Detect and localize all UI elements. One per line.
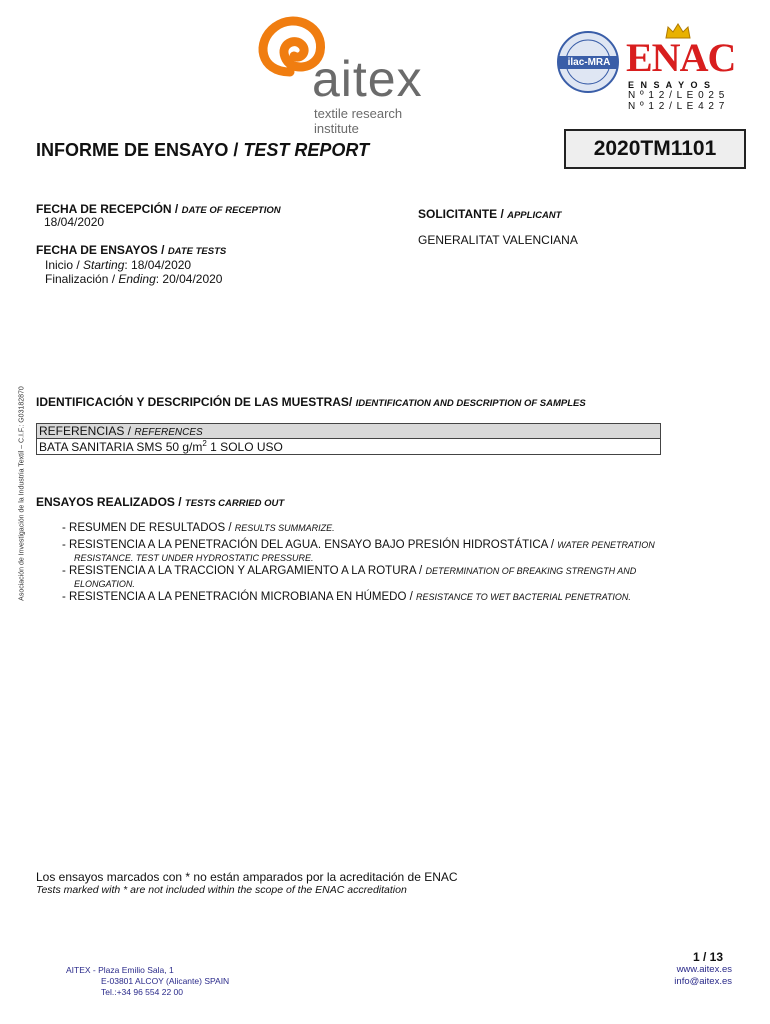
reference-value — [37, 439, 661, 455]
logo-tagline: textile research institute — [314, 106, 403, 136]
references-table — [36, 423, 661, 455]
page-number: 1 / 13 — [692, 950, 723, 964]
enac-note-en: Tests marked with * are not included within the scope of the ENAC accreditation — [36, 884, 407, 896]
footer-contact — [600, 964, 732, 988]
enac-subtitle: E N S A Y O S — [628, 80, 713, 90]
ref-value-a: BATA SANITARIA SMS 50 g/m — [39, 440, 203, 454]
test-es: - RESISTENCIA A LA PENETRACIÓN DEL AGUA. ENSAYO BAJO PRESIÓN HIDROSTÁTICA / — [62, 539, 558, 551]
tests-start — [45, 258, 191, 272]
test-es: - RESUMEN DE RESULTADOS / — [62, 522, 235, 534]
samples-label-es: IDENTIFICACIÓN Y DESCRIPCIÓN DE LAS MUESTRAS/ — [36, 395, 356, 409]
tests-dates-label-en: DATE TESTS — [167, 246, 227, 257]
tests-end — [45, 272, 222, 286]
applicant-value: GENERALITAT VALENCIANA — [418, 233, 578, 247]
tests-start-value: : 18/04/2020 — [124, 258, 192, 272]
accreditation-logos — [556, 22, 736, 112]
ref-head-en: REFERENCES — [134, 427, 203, 438]
enac-wordmark: ENAC — [626, 35, 736, 80]
title-es: INFORME DE ENSAYO / — [36, 140, 244, 160]
ref-value-b: 1 SOLO USO — [206, 440, 283, 454]
logo-wordmark: aitex — [312, 51, 423, 107]
tests-start-label-es: Inicio / — [45, 258, 84, 272]
test-en: RESULTS SUMMARIZE. — [234, 523, 335, 533]
email-link[interactable]: info@aitex.es — [674, 976, 732, 987]
tests-end-value: : 20/04/2020 — [155, 272, 223, 286]
tests-dates-label-es: FECHA DE ENSAYOS / — [36, 243, 168, 257]
tests-end-label-es: Finalización / — [45, 272, 119, 286]
page-title — [36, 140, 369, 161]
test-es: - RESISTENCIA A LA TRACCION Y ALARGAMIENTO A LA ROTURA / — [62, 565, 426, 577]
tests-end-label-en: Ending — [118, 272, 156, 286]
tests-list — [62, 522, 752, 604]
samples-label — [36, 395, 586, 409]
list-item — [62, 522, 752, 535]
footer-address-3: Tel.:+34 96 554 22 00 — [101, 987, 183, 997]
list-item — [62, 565, 752, 591]
reception-date: 18/04/2020 — [44, 215, 105, 229]
footer-address-1: AITEX - Plaza Emilio Sala, 1 — [66, 965, 174, 975]
ref-value-sup: 2 — [202, 439, 207, 448]
test-en: WATER PENETRATION — [557, 540, 655, 550]
report-number: 2020TM1101 — [564, 129, 746, 169]
tests-label — [36, 495, 284, 509]
test-en: RESISTANCE TO WET BACTERIAL PENETRATION. — [416, 592, 631, 602]
aitex-logo — [250, 12, 450, 136]
reception-label-es: FECHA DE RECEPCIÓN / — [36, 202, 182, 216]
tests-dates-label — [36, 243, 226, 257]
ilac-label: ilac-MRA — [567, 57, 611, 68]
applicant-label-es: SOLICITANTE / — [418, 207, 508, 221]
side-company-text: Asociación de Investigación de la Industria Textil – C.I.F.: G03182870 — [18, 386, 26, 601]
references-header — [37, 424, 661, 439]
enac-note-es: Los ensayos marcados con * no están amparados por la acreditación de ENAC — [36, 870, 458, 884]
title-en: TEST REPORT — [243, 140, 370, 160]
footer-address-2: E-03801 ALCOY (Alicante) SPAIN — [101, 976, 230, 986]
list-item — [62, 591, 752, 604]
list-item — [62, 539, 752, 565]
tests-label-es: ENSAYOS REALIZADOS / — [36, 495, 185, 509]
test-en-cont: RESISTANCE. TEST UNDER HYDROSTATIC PRESSURE. — [74, 553, 314, 563]
reception-label-en: DATE OF RECEPTION — [181, 205, 281, 216]
applicant-label — [418, 207, 561, 221]
samples-label-en: IDENTIFICATION AND DESCRIPTION OF SAMPLES — [355, 398, 586, 409]
website-link[interactable]: www.aitex.es — [676, 964, 732, 975]
test-es: - RESISTENCIA A LA PENETRACIÓN MICROBIANA EN HÚMEDO / — [62, 591, 417, 603]
test-en-cont: ELONGATION. — [74, 579, 135, 589]
tests-start-label-en: Starting — [83, 258, 125, 272]
tests-label-en: TESTS CARRIED OUT — [184, 498, 285, 509]
applicant-label-en: APPLICANT — [507, 210, 562, 221]
footer-address — [66, 965, 229, 998]
reception-label — [36, 202, 281, 216]
ref-head-es: REFERENCIAS / — [39, 424, 135, 438]
enac-number-1: N º 1 2 / L E 0 2 5 — [628, 90, 726, 101]
enac-number-2: N º 1 2 / L E 4 2 7 — [628, 101, 726, 112]
test-en: DETERMINATION OF BREAKING STRENGTH AND — [425, 566, 637, 576]
